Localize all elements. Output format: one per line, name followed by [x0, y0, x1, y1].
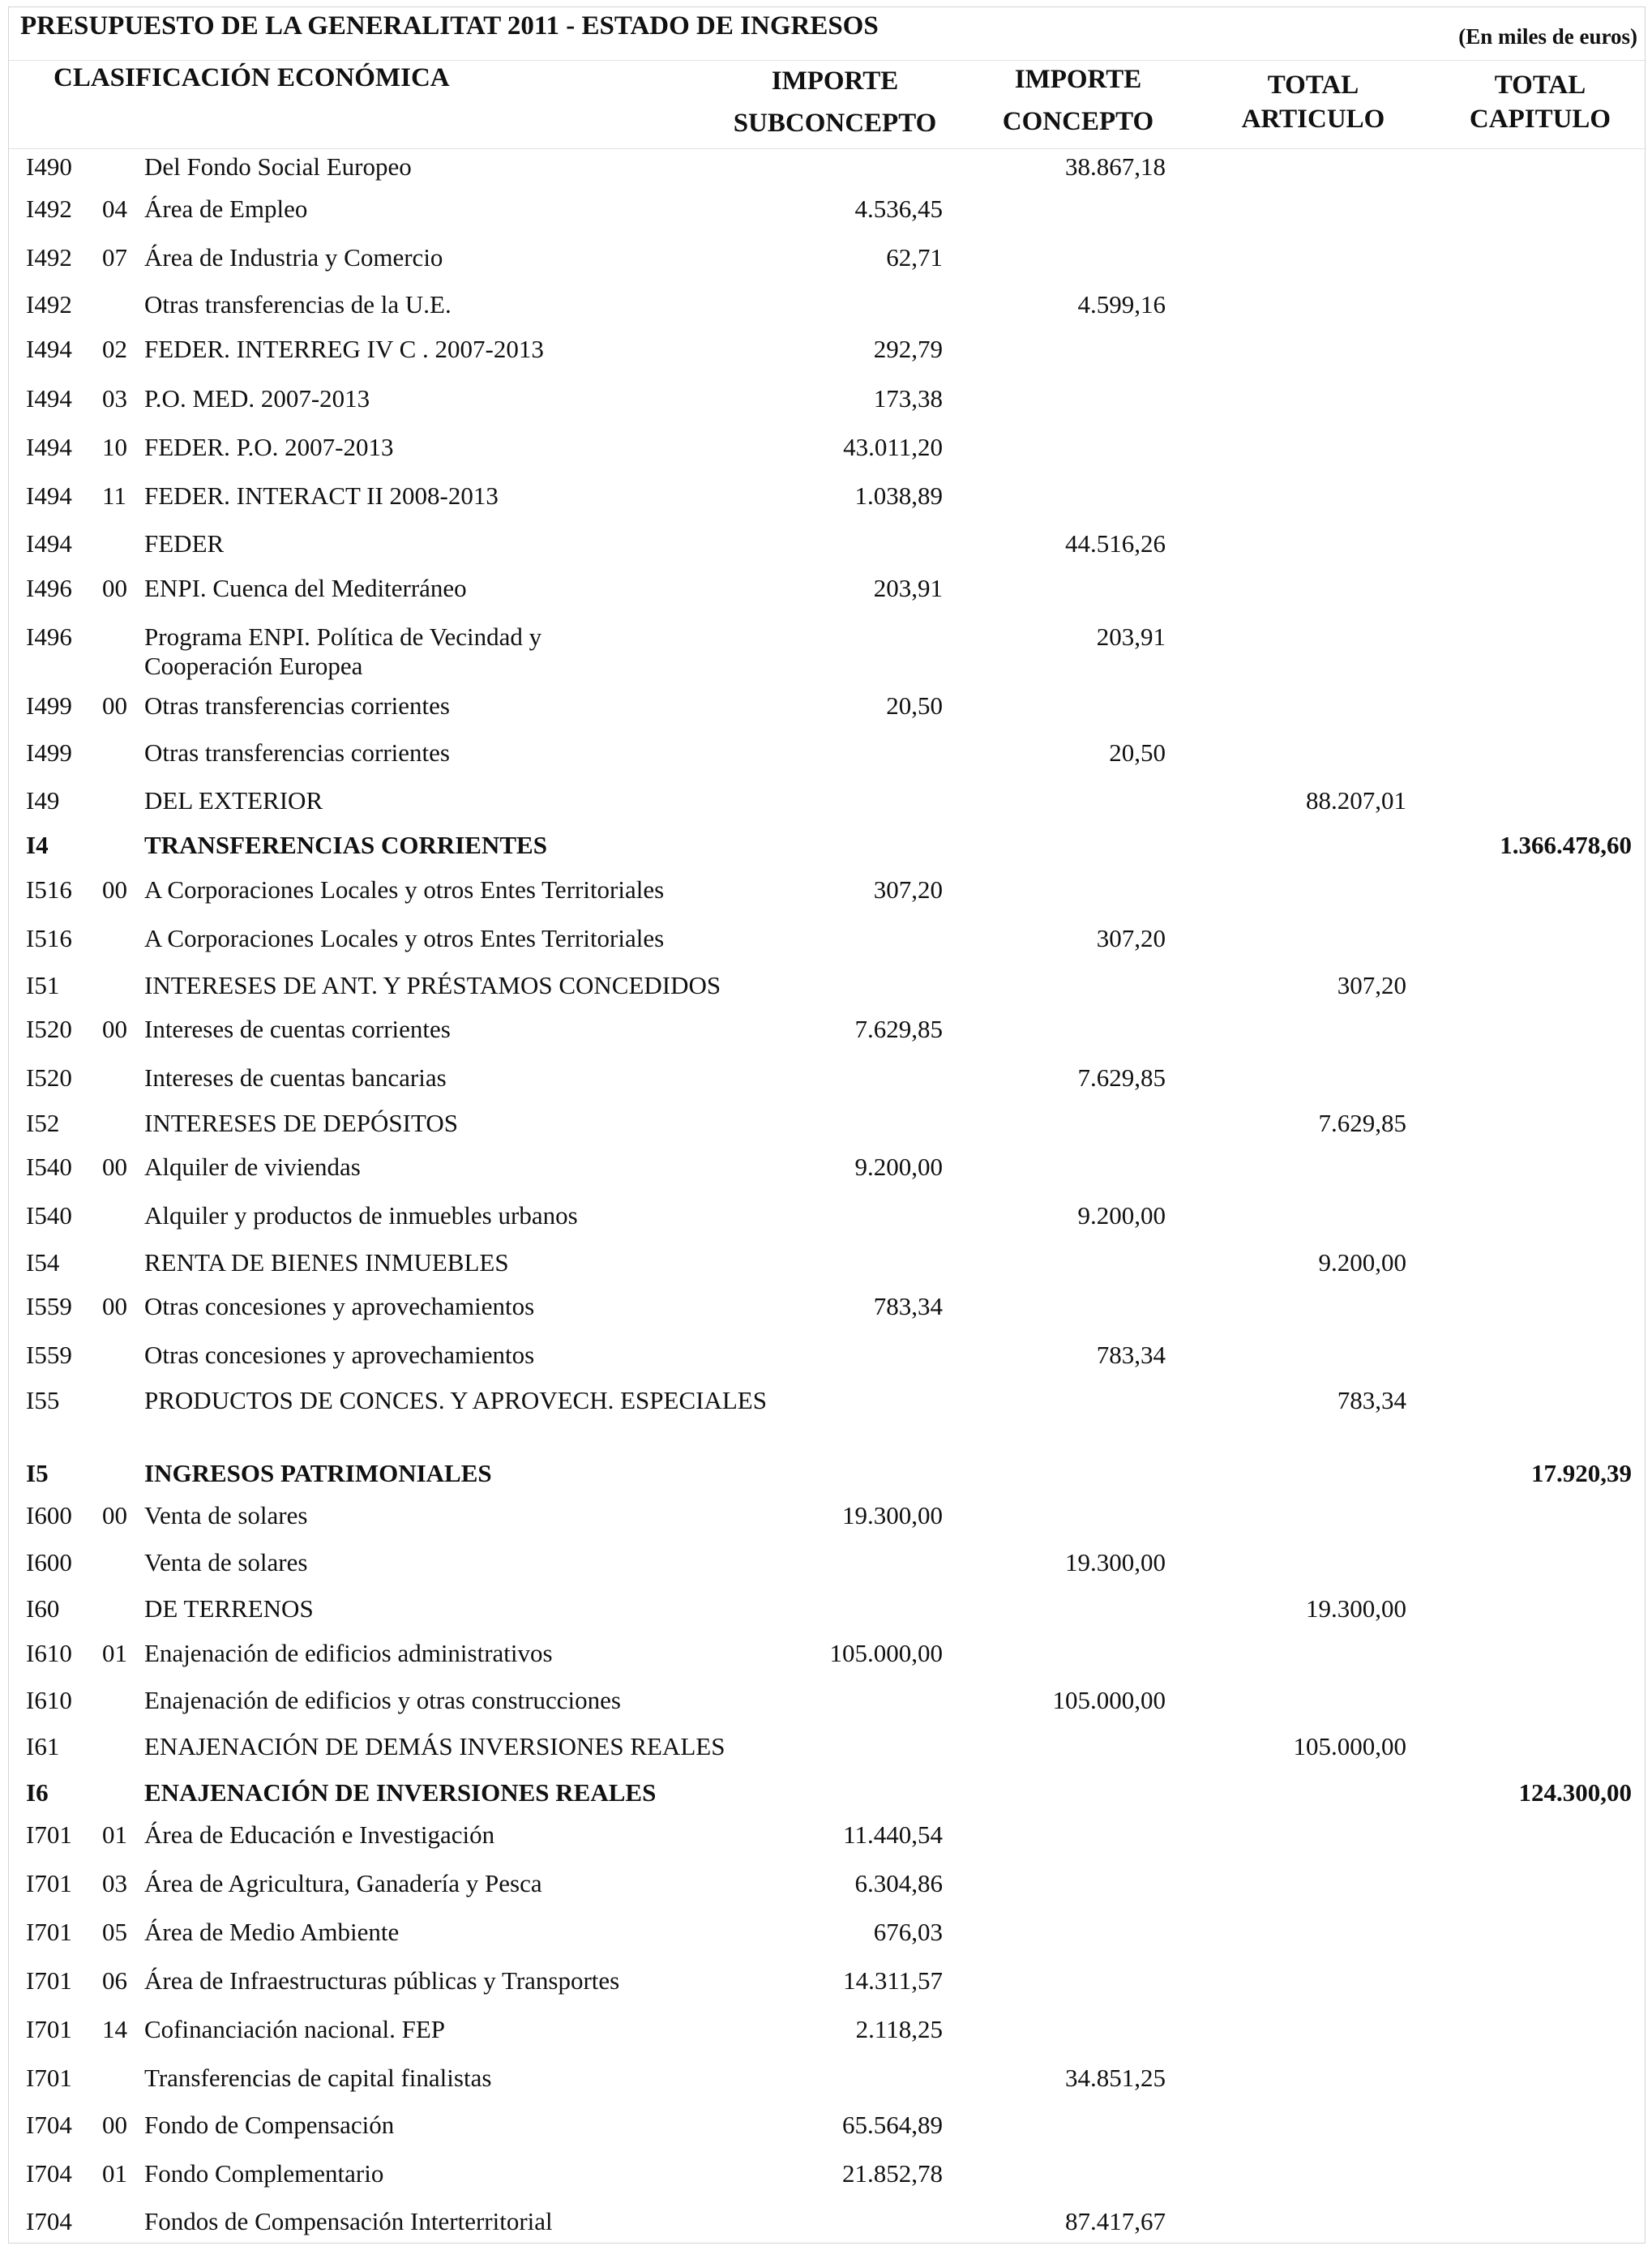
row-subconcept-code: 03: [102, 1869, 127, 1897]
value-capitulo: 17.920,39: [1531, 1459, 1632, 1487]
value-subconcepto: 9.200,00: [854, 1153, 943, 1181]
row-description: FEDER. INTERREG IV C . 2007-2013: [144, 335, 544, 363]
value-subconcepto: 43.011,20: [843, 433, 943, 461]
row-description: ENPI. Cuenca del Mediterráneo: [144, 574, 467, 602]
row-description: Programa ENPI. Política de Vecindad y Cooperación Europea: [144, 622, 542, 680]
row-description: Área de Agricultura, Ganadería y Pesca: [144, 1869, 542, 1897]
row-code: I61: [26, 1732, 60, 1760]
row-description: Fondo Complementario: [144, 2159, 384, 2188]
value-subconcepto: 6.304,86: [854, 1869, 943, 1897]
row-subconcept-code: 14: [102, 2015, 127, 2043]
value-subconcepto: 676,03: [873, 1918, 943, 1946]
row-code: I60: [26, 1594, 60, 1623]
row-description: Alquiler y productos de inmuebles urbanos: [144, 1201, 578, 1230]
row-description: A Corporaciones Locales y otros Entes Territoriales: [144, 924, 665, 952]
row-description: Venta de solares: [144, 1501, 308, 1529]
row-code: I54: [26, 1248, 60, 1277]
row-description: INTERESES DE ANT. Y PRÉSTAMOS CONCEDIDOS: [144, 971, 721, 999]
value-subconcepto: 65.564,89: [842, 2111, 943, 2139]
value-subconcepto: 4.536,45: [854, 195, 943, 223]
row-description: Otras transferencias de la U.E.: [144, 290, 452, 319]
row-subconcept-code: 10: [102, 433, 127, 461]
row-subconcept-code: 07: [102, 243, 127, 272]
row-code: I496: [26, 574, 72, 602]
value-articulo: 9.200,00: [1318, 1248, 1406, 1277]
row-code: I492: [26, 290, 72, 319]
value-concepto: 38.867,18: [1065, 152, 1166, 181]
value-subconcepto: 1.038,89: [854, 481, 943, 510]
value-capitulo: 124.300,00: [1518, 1778, 1632, 1807]
row-code: I600: [26, 1548, 72, 1576]
row-code: I490: [26, 152, 72, 181]
row-code: I516: [26, 875, 72, 904]
row-subconcept-code: 01: [102, 2159, 127, 2188]
row-description: FEDER: [144, 529, 225, 558]
row-code: I4: [26, 831, 49, 859]
row-description: Otras transferencias corrientes: [144, 691, 450, 720]
row-code: I540: [26, 1153, 72, 1181]
row-description: Área de Medio Ambiente: [144, 1918, 400, 1946]
row-code: I494: [26, 529, 72, 558]
row-code: I516: [26, 924, 72, 952]
row-code: I701: [26, 1820, 72, 1849]
row-code: I704: [26, 2159, 72, 2188]
value-articulo: 88.207,01: [1306, 786, 1406, 815]
value-concepto: 4.599,16: [1077, 290, 1166, 319]
row-subconcept-code: 00: [102, 1501, 127, 1529]
row-subconcept-code: 01: [102, 1820, 127, 1849]
value-concepto: 9.200,00: [1077, 1201, 1166, 1230]
row-description: Otras transferencias corrientes: [144, 738, 450, 767]
classification-header: CLASIFICACIÓN ECONÓMICA: [53, 63, 450, 92]
row-description: RENTA DE BIENES INMUEBLES: [144, 1248, 509, 1277]
row-code: I520: [26, 1015, 72, 1043]
col-header-importe-subconcepto: IMPORTE SUBCONCEPTO: [733, 66, 937, 138]
row-subconcept-code: 00: [102, 691, 127, 720]
row-subconcept-code: 00: [102, 574, 127, 602]
row-description: Área de Educación e Investigación: [144, 1820, 495, 1849]
row-subconcept-code: 03: [102, 384, 127, 413]
value-articulo: 783,34: [1337, 1386, 1406, 1414]
row-subconcept-code: 05: [102, 1918, 127, 1946]
row-subconcept-code: 06: [102, 1966, 127, 1995]
row-code: I701: [26, 2064, 72, 2092]
value-subconcepto: 203,91: [873, 574, 943, 602]
row-description: Alquiler de viviendas: [144, 1153, 361, 1181]
row-subconcept-code: 04: [102, 195, 127, 223]
row-code: I494: [26, 384, 72, 413]
row-code: I492: [26, 195, 72, 223]
row-subconcept-code: 00: [102, 2111, 127, 2139]
value-concepto: 203,91: [1096, 622, 1166, 651]
row-description: Fondo de Compensación: [144, 2111, 395, 2139]
row-code: I610: [26, 1686, 72, 1714]
row-description: Cofinanciación nacional. FEP: [144, 2015, 446, 2043]
row-code: I520: [26, 1063, 72, 1092]
row-description: Enajenación de edificios y otras construcciones: [144, 1686, 621, 1714]
row-subconcept-code: 00: [102, 1153, 127, 1181]
row-subconcept-code: 02: [102, 335, 127, 363]
row-description: DE TERRENOS: [144, 1594, 314, 1623]
value-subconcepto: 173,38: [873, 384, 943, 413]
row-description: FEDER. INTERACT II 2008-2013: [144, 481, 499, 510]
row-description: Área de Infraestructuras públicas y Transportes: [144, 1966, 620, 1995]
row-code: I499: [26, 738, 72, 767]
value-concepto: 20,50: [1109, 738, 1166, 767]
value-concepto: 105.000,00: [1052, 1686, 1166, 1714]
row-code: I559: [26, 1292, 72, 1320]
row-description: Área de Empleo: [144, 195, 308, 223]
row-description: Fondos de Compensación Interterritorial: [144, 2207, 553, 2235]
value-subconcepto: 783,34: [873, 1292, 943, 1320]
value-concepto: 87.417,67: [1065, 2207, 1166, 2235]
value-concepto: 783,34: [1096, 1341, 1166, 1369]
row-code: I6: [26, 1778, 49, 1807]
row-description: ENAJENACIÓN DE DEMÁS INVERSIONES REALES: [144, 1732, 725, 1760]
row-code: I49: [26, 786, 60, 815]
row-code: I704: [26, 2111, 72, 2139]
value-subconcepto: 62,71: [886, 243, 943, 272]
row-description: INTERESES DE DEPÓSITOS: [144, 1109, 458, 1137]
value-subconcepto: 11.440,54: [843, 1820, 943, 1849]
value-subconcepto: 292,79: [873, 335, 943, 363]
value-concepto: 44.516,26: [1065, 529, 1166, 558]
row-code: I499: [26, 691, 72, 720]
value-concepto: 34.851,25: [1065, 2064, 1166, 2092]
col-header-total-articulo: TOTAL ARTICULO: [1241, 71, 1385, 134]
row-description: Del Fondo Social Europeo: [144, 152, 412, 181]
row-description: ENAJENACIÓN DE INVERSIONES REALES: [144, 1778, 657, 1807]
row-code: I600: [26, 1501, 72, 1529]
row-description: Transferencias de capital finalistas: [144, 2064, 492, 2092]
value-articulo: 19.300,00: [1306, 1594, 1406, 1623]
row-description: Área de Industria y Comercio: [144, 243, 443, 272]
value-subconcepto: 20,50: [886, 691, 943, 720]
row-description: Intereses de cuentas bancarias: [144, 1063, 447, 1092]
page-title: PRESUPUESTO DE LA GENERALITAT 2011 - ESTADO DE INGRESOS: [20, 11, 879, 41]
row-description: TRANSFERENCIAS CORRIENTES: [144, 831, 547, 859]
row-code: I5: [26, 1459, 49, 1487]
row-description: DEL EXTERIOR: [144, 786, 323, 815]
row-code: I559: [26, 1341, 72, 1369]
row-code: I492: [26, 243, 72, 272]
row-description: Intereses de cuentas corrientes: [144, 1015, 451, 1043]
row-code: I704: [26, 2207, 72, 2235]
value-articulo: 7.629,85: [1318, 1109, 1406, 1137]
row-description: Enajenación de edificios administrativos: [144, 1639, 553, 1667]
value-concepto: 7.629,85: [1077, 1063, 1166, 1092]
row-code: I610: [26, 1639, 72, 1667]
row-subconcept-code: 00: [102, 1292, 127, 1320]
row-description: PRODUCTOS DE CONCES. Y APROVECH. ESPECIALES: [144, 1386, 767, 1414]
value-subconcepto: 21.852,78: [842, 2159, 943, 2188]
row-subconcept-code: 00: [102, 875, 127, 904]
row-description: A Corporaciones Locales y otros Entes Territoriales: [144, 875, 665, 904]
row-description: Otras concesiones y aprovechamientos: [144, 1292, 535, 1320]
row-code: I494: [26, 481, 72, 510]
value-concepto: 307,20: [1096, 924, 1166, 952]
row-description: Otras concesiones y aprovechamientos: [144, 1341, 535, 1369]
row-description: P.O. MED. 2007-2013: [144, 384, 370, 413]
row-description: INGRESOS PATRIMONIALES: [144, 1459, 492, 1487]
row-code: I540: [26, 1201, 72, 1230]
value-concepto: 19.300,00: [1065, 1548, 1166, 1576]
units-note: (En miles de euros): [1458, 24, 1637, 49]
row-code: I51: [26, 971, 60, 999]
row-code: I496: [26, 622, 72, 651]
row-code: I52: [26, 1109, 60, 1137]
row-subconcept-code: 11: [102, 481, 126, 510]
row-code: I494: [26, 433, 72, 461]
row-subconcept-code: 01: [102, 1639, 127, 1667]
row-code: I701: [26, 2015, 72, 2043]
value-subconcepto: 307,20: [873, 875, 943, 904]
row-code: I55: [26, 1386, 60, 1414]
value-subconcepto: 14.311,57: [843, 1966, 943, 1995]
row-description: Venta de solares: [144, 1548, 308, 1576]
row-code: I701: [26, 1918, 72, 1946]
row-code: I701: [26, 1869, 72, 1897]
value-capitulo: 1.366.478,60: [1500, 831, 1632, 859]
value-subconcepto: 2.118,25: [855, 2015, 943, 2043]
col-header-total-capitulo: TOTAL CAPITULO: [1469, 71, 1611, 134]
value-articulo: 307,20: [1337, 971, 1406, 999]
value-articulo: 105.000,00: [1293, 1732, 1406, 1760]
value-subconcepto: 19.300,00: [842, 1501, 943, 1529]
row-subconcept-code: 00: [102, 1015, 127, 1043]
row-description: FEDER. P.O. 2007-2013: [144, 433, 394, 461]
row-code: I494: [26, 335, 72, 363]
col-header-importe-concepto: IMPORTE CONCEPTO: [1002, 65, 1154, 136]
row-code: I701: [26, 1966, 72, 1995]
value-subconcepto: 7.629,85: [854, 1015, 943, 1043]
value-subconcepto: 105.000,00: [829, 1639, 943, 1667]
